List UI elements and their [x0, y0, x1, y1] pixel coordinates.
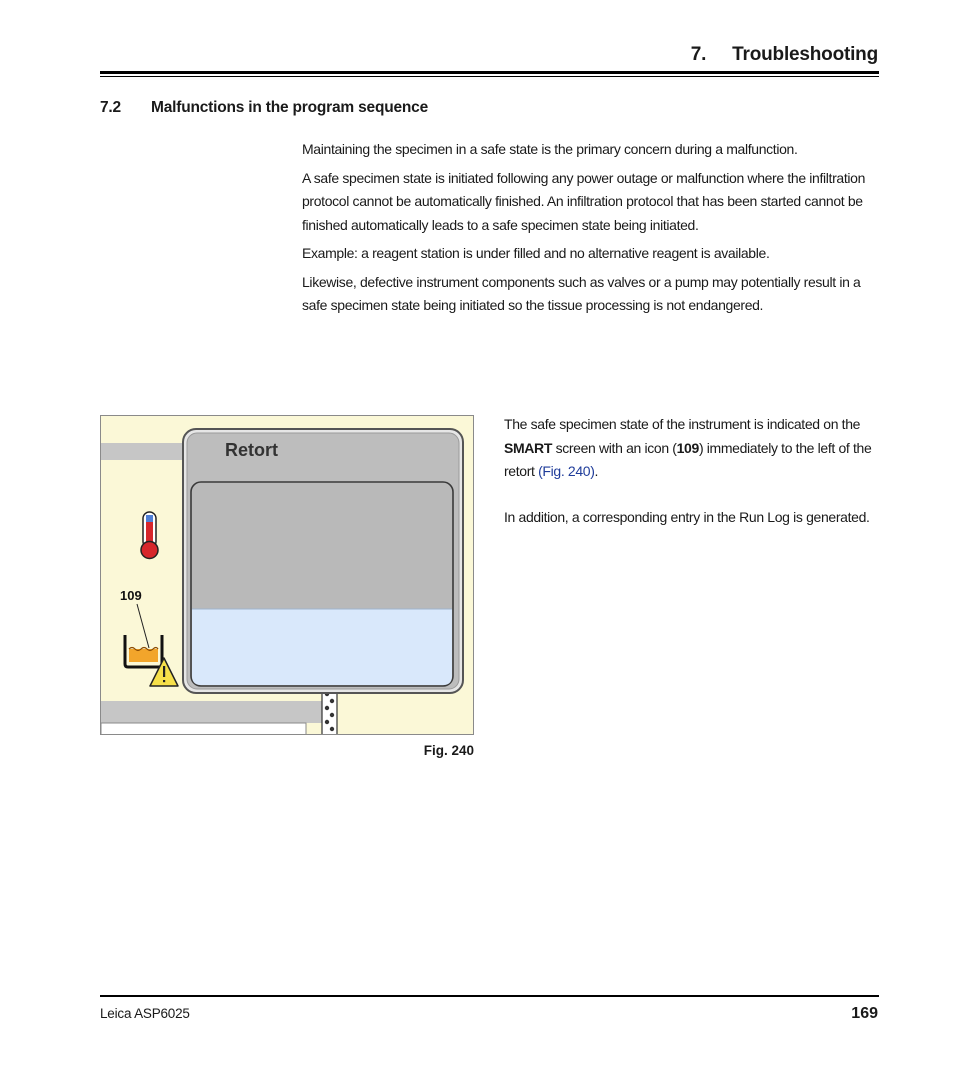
thermometer-icon — [141, 512, 158, 559]
top-gray-strip — [101, 443, 191, 460]
header-rule — [100, 71, 879, 74]
paragraph — [504, 413, 882, 484]
chapter-number: 7. — [690, 44, 707, 65]
figure-reference-link[interactable]: (Fig. 240) — [538, 463, 595, 479]
header-rule-thin — [100, 76, 879, 77]
section-title: Malfunctions in the program sequence — [151, 99, 429, 116]
paragraph: Likewise, defective instrument components such as valves or a pump may potentially result in a safe specimen state being initiated so the tissue processing is not endangered. — [302, 273, 861, 313]
paragraph: Example: a reagent station is under filled and no alternative reagent is available. — [302, 245, 770, 261]
callout-number: 109 — [120, 588, 142, 603]
chapter-title: Troubleshooting — [732, 44, 878, 65]
bottom-panel — [101, 723, 306, 734]
footer-rule — [100, 995, 879, 997]
paragraph: Maintaining the specimen in a safe state is the primary concern during a malfunction. — [302, 141, 798, 157]
figure-description — [504, 413, 882, 551]
bottom-gray-strip — [101, 701, 326, 723]
icon-number: 109 — [676, 439, 699, 456]
section-number: 7.2 — [100, 99, 121, 116]
section-heading — [100, 99, 428, 117]
paragraph: In addition, a corresponding entry in the Run Log is generated. — [504, 508, 870, 525]
body-text — [302, 138, 882, 323]
text-run: screen with an icon ( — [552, 439, 677, 456]
paragraph: A safe specimen state is initiated following any power outage or malfunction where the infiltration protocol cannot be automatically finished. An infiltration protocol that has been started cannot be finished automatically leads to a safe specimen state being initiated. — [302, 169, 866, 233]
figure-caption: Fig. 240 — [423, 743, 474, 758]
text-run: . — [594, 463, 599, 479]
text-run: ) immediately to the left of the retort — [504, 439, 872, 479]
page-number: 169 — [851, 1005, 878, 1022]
retort-display — [183, 429, 463, 693]
retort-label: Retort — [225, 440, 278, 460]
text-run: The safe specimen state of the instrument is indicated on the — [504, 416, 861, 432]
smart-screen-figure — [100, 415, 474, 735]
smart-term: SMART — [504, 439, 553, 456]
chapter-heading — [691, 44, 878, 66]
footer-product: Leica ASP6025 — [100, 1006, 190, 1021]
